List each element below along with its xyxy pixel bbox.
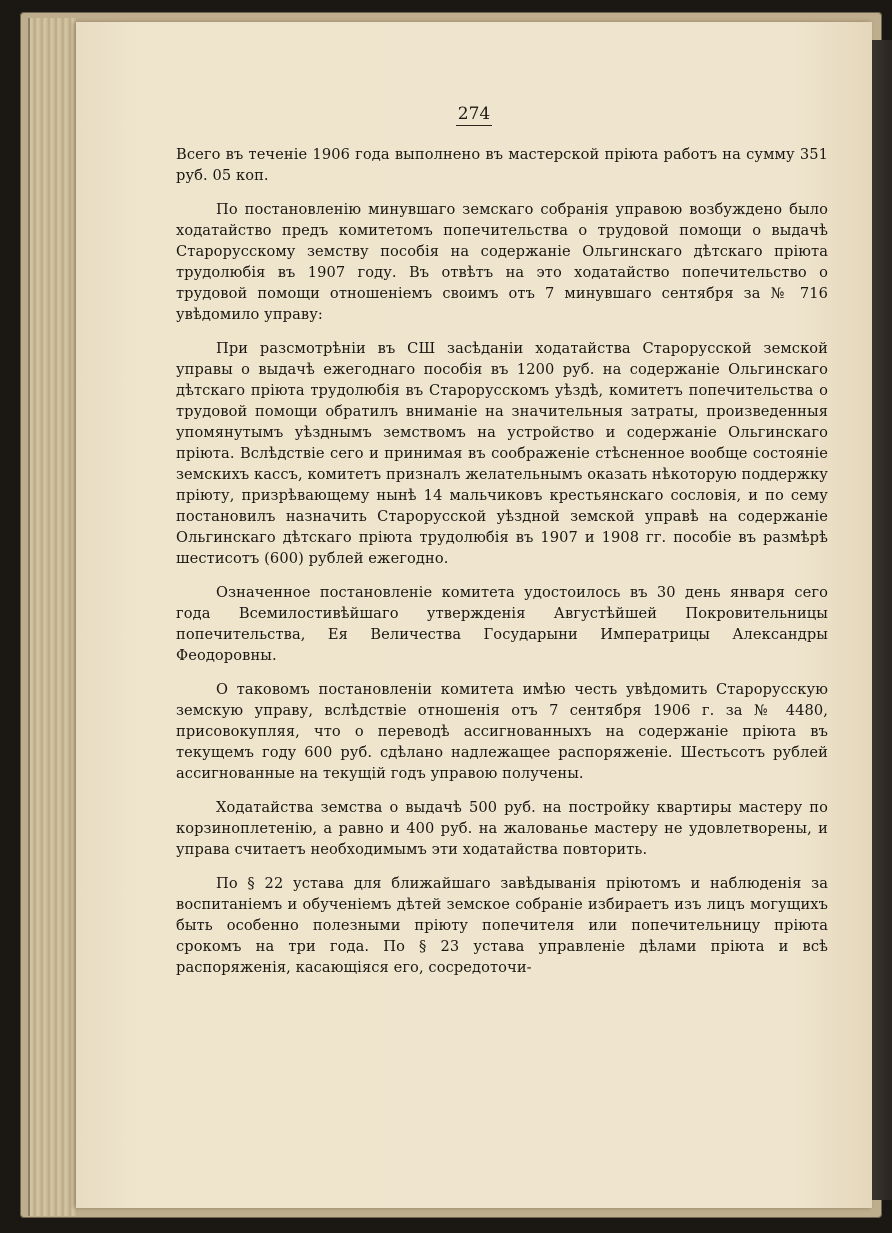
paragraph-2: По постановленію минувшаго земскаго собранія управою возбуждено было ходатайство предъ комитетомъ попечительства о трудовой помощи о выдачѣ Старорусскому земству пособія на содержаніе Ольгинскаго дѣтскаго пріюта трудолюбія въ 1907 году. Въ отвѣтъ на это ходатайство попечительство о трудовой помощи отношеніемъ своимъ отъ 7 минувшаго сентября за № 716 увѣдомило управу: [176,201,828,323]
page-body [176,144,828,991]
paragraph-7: По § 22 устава для ближайшаго завѣдыванія пріютомъ и наблюденія за воспитаніемъ и обученіемъ дѣтей земское собраніе избираетъ изъ лицъ могущихъ быть особенно полезными пріюту попечителя или попечительницу пріюта срокомъ на три года. По § 23 устава управленіе дѣлами пріюта и всѣ распоряженія, касающіяся его, сосредоточи- [176,875,828,976]
right-page-stack [872,40,892,1200]
paragraph-3: При разсмотрѣніи въ СШ засѣданіи ходатайства Старорусской земской управы о выдачѣ ежегоднаго пособія въ 1200 руб. на содержаніе Ольгинскаго дѣтскаго пріюта трудолюбія въ Старорусскомъ уѣздѣ, комитетъ попечительства о трудовой помощи обратилъ вниманіе на значительныя затраты, произведенныя упомянутымъ уѣзднымъ земствомъ на устройство и содержаніе Ольгинскаго пріюта. Вслѣдствіе сего и принимая въ соображеніе стѣсненное вообще состояніе земскихъ кассъ, комитетъ призналъ желательнымъ оказать нѣкоторую поддержку пріюту, призрѣвающему нынѣ 14 мальчиковъ крестьянскаго сословія, и по сему постановилъ назначить Старорусской уѣздной земской управѣ на содержаніе Ольгинскаго дѣтскаго пріюта трудолюбія въ 1907 и 1908 гг. пособіе въ размѣрѣ шестисотъ (600) рублей ежегодно. [176,340,828,567]
paragraph-4: Означенное постановленіе комитета удостоилось въ 30 день января сего года Всемилостивѣйшаго утвержденія Августѣйшей Покровительницы попечительства, Ея Величества Государыни Императрицы Александры Феодоровны. [176,584,828,664]
page-stack-edge [28,18,78,1216]
paragraph-1: Всего въ теченіе 1906 года выполнено въ мастерской пріюта работъ на сумму 351 руб. 05 коп. [176,146,828,184]
page-number [76,104,872,124]
page-number-text: 274 [457,104,491,124]
paragraph-5: О таковомъ постановленіи комитета имѣю честь увѣдомить Старорусскую земскую управу, вслѣдствіе отношенія отъ 7 сентября 1906 г. за № 4480, присовокупляя, что о переводѣ ассигнованныхъ на содержаніе пріюта въ текущемъ году 600 руб. сдѣлано надлежащее распоряженіе. Шестьсотъ рублей ассигнованные на текущій годъ управою получены. [176,681,828,782]
paragraph-6: Ходатайства земства о выдачѣ 500 руб. на постройку квартиры мастеру по корзиноплетенію, а равно и 400 руб. на жалованье мастеру не удовлетворены, и управа считаетъ необходимымъ эти ходатайства повторить. [176,799,828,858]
book-page [76,22,872,1208]
